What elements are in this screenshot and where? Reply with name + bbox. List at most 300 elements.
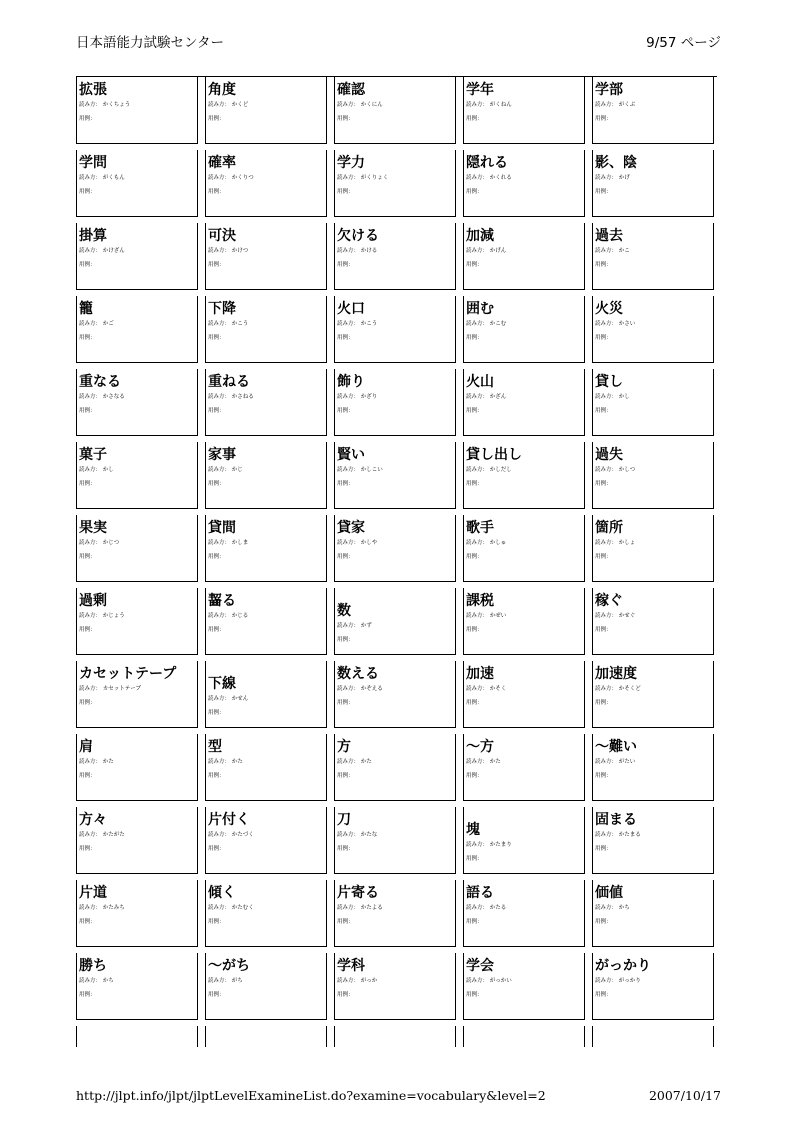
vocab-cell [205, 296, 327, 363]
reading-value: かそくど [618, 686, 641, 692]
usage-label: 用例 [595, 481, 607, 487]
reading-label: 読み方 [466, 686, 483, 692]
reading-value: かじょう [102, 613, 125, 619]
vocab-word: ～難い [595, 739, 637, 755]
usage-label: 用例 [466, 335, 478, 341]
vocab-usage: 用例： [79, 992, 96, 998]
vocab-word: 箇所 [595, 520, 623, 536]
vocab-cell [592, 150, 714, 217]
vocab-word: ～方 [466, 739, 494, 755]
reading-value: かたみち [102, 905, 125, 911]
reading-value: かち [102, 978, 114, 984]
vocab-cell [76, 369, 198, 436]
vocab-reading: 読み方： かたがた [79, 832, 125, 838]
vocab-usage: 用例： [208, 554, 225, 560]
usage-label: 用例 [337, 116, 349, 122]
vocab-word: 稼ぐ [595, 593, 623, 609]
usage-label: 用例 [595, 919, 607, 925]
vocab-reading: 読み方： かこむ [466, 321, 507, 327]
vocab-word: 下降 [208, 301, 236, 317]
usage-label: 用例 [595, 700, 607, 706]
vocab-usage: 用例： [337, 189, 354, 195]
vocab-usage: 用例： [208, 408, 225, 414]
vocab-word: 学部 [595, 82, 623, 98]
reading-value: かぜい [489, 613, 507, 619]
vocab-usage: 用例： [337, 919, 354, 925]
vocab-cell [205, 807, 327, 874]
usage-label: 用例 [79, 700, 91, 706]
reading-value: かたな [360, 832, 378, 838]
vocab-word: 賢い [337, 447, 365, 463]
vocab-reading: 読み方： がくりょく [337, 175, 389, 181]
usage-label: 用例 [208, 919, 220, 925]
usage-label: 用例 [79, 992, 91, 998]
usage-label: 用例 [208, 189, 220, 195]
vocab-word: 片道 [79, 885, 107, 901]
reading-label: 読み方 [79, 467, 96, 473]
reading-value: かそく [489, 686, 507, 692]
vocab-word: 掛算 [79, 228, 107, 244]
reading-label: 読み方 [595, 759, 612, 765]
page-footer [76, 1088, 721, 1106]
vocab-usage: 用例： [337, 335, 354, 341]
usage-label: 用例 [337, 637, 349, 643]
vocab-word: 型 [208, 739, 222, 755]
reading-label: 読み方 [337, 321, 354, 327]
vocab-reading: 読み方： かた [337, 759, 372, 765]
reading-label: 読み方 [595, 102, 612, 108]
usage-label: 用例 [337, 992, 349, 998]
vocab-word: 可決 [208, 228, 236, 244]
vocab-word: 数 [337, 603, 351, 619]
vocab-usage: 用例： [79, 408, 96, 414]
vocab-reading: 読み方： がっか [337, 978, 378, 984]
vocab-reading: 読み方： かそくど [595, 686, 641, 692]
vocab-usage: 用例： [208, 919, 225, 925]
usage-label: 用例 [337, 189, 349, 195]
vocab-usage: 用例： [208, 627, 225, 633]
vocab-usage: 用例： [337, 262, 354, 268]
vocab-reading: 読み方： カセットテープ [79, 686, 141, 692]
usage-label: 用例 [466, 919, 478, 925]
vocab-usage: 用例： [595, 335, 612, 341]
vocab-word: 学会 [466, 958, 494, 974]
vocab-reading: 読み方： かじつ [79, 540, 120, 546]
usage-label: 用例 [595, 262, 607, 268]
reading-value: かこう [231, 321, 249, 327]
vocab-cell-partial [334, 1026, 456, 1047]
reading-value: かた [489, 759, 501, 765]
vocab-word: 貸し出し [466, 447, 522, 463]
vocab-cell [463, 588, 585, 655]
reading-label: 読み方 [337, 686, 354, 692]
vocab-reading: 読み方： かくちょう [79, 102, 131, 108]
vocab-cell [463, 661, 585, 728]
vocab-usage: 用例： [337, 481, 354, 487]
vocab-cell [463, 296, 585, 363]
reading-value: かたづく [231, 832, 254, 838]
reading-value: がくもん [102, 175, 125, 181]
reading-value: かた [360, 759, 372, 765]
vocab-word: 学力 [337, 155, 365, 171]
vocab-reading: 読み方： かげ [595, 175, 630, 181]
vocab-cell [592, 223, 714, 290]
vocab-cell [334, 150, 456, 217]
vocab-usage: 用例： [208, 710, 225, 716]
vocab-reading: 読み方： がくぶ [595, 102, 636, 108]
vocab-cell [76, 77, 198, 144]
vocab-usage: 用例： [595, 189, 612, 195]
vocab-cell [592, 734, 714, 801]
vocab-word: 数える [337, 666, 379, 682]
usage-label: 用例 [595, 992, 607, 998]
vocab-word: 学問 [79, 155, 107, 171]
vocab-usage: 用例： [208, 992, 225, 998]
vocab-usage: 用例： [595, 773, 612, 779]
vocab-reading: 読み方： かざり [337, 394, 378, 400]
vocab-cell [76, 953, 198, 1020]
vocab-cell [76, 442, 198, 509]
vocab-reading: 読み方： かご [79, 321, 114, 327]
reading-label: 読み方 [79, 248, 96, 254]
reading-value: かけつ [231, 248, 249, 254]
vocab-word: 方 [337, 739, 351, 755]
reading-value: かこむ [489, 321, 507, 327]
usage-label: 用例 [337, 773, 349, 779]
reading-value: かくちょう [102, 102, 131, 108]
usage-label: 用例 [337, 919, 349, 925]
vocab-usage: 用例： [208, 116, 225, 122]
reading-label: 読み方 [337, 248, 354, 254]
vocab-word: 肩 [79, 739, 93, 755]
vocab-usage: 用例： [595, 700, 612, 706]
reading-label: 読み方 [337, 978, 354, 984]
usage-label: 用例 [466, 189, 478, 195]
vocab-word: 貸し [595, 374, 623, 390]
vocab-reading: 読み方： かぜい [466, 613, 507, 619]
vocab-usage: 用例： [466, 627, 483, 633]
vocab-word: 拡張 [79, 82, 107, 98]
vocab-usage: 用例： [466, 262, 483, 268]
vocab-cell [334, 661, 456, 728]
vocab-cell-partial [592, 1026, 714, 1047]
usage-label: 用例 [208, 481, 220, 487]
vocab-word: 過剰 [79, 593, 107, 609]
vocab-word: 飾り [337, 374, 365, 390]
vocab-usage: 用例： [466, 116, 483, 122]
vocab-cell [205, 734, 327, 801]
vocab-cell [76, 150, 198, 217]
reading-label: 読み方 [466, 842, 483, 848]
vocab-cell [334, 77, 456, 144]
reading-value: かたまり [489, 842, 512, 848]
reading-value: かず [360, 623, 372, 629]
vocab-word: 刀 [337, 812, 351, 828]
vocab-cell [205, 150, 327, 217]
vocab-reading: 読み方： かそく [466, 686, 507, 692]
vocab-reading: 読み方： かち [79, 978, 114, 984]
usage-label: 用例 [466, 262, 478, 268]
page-url: http://jlpt.info/jlpt/jlptLevelExamineList.do?examine=vocabulary&level=2 [76, 1088, 546, 1103]
vocab-reading: 読み方： かげん [466, 248, 507, 254]
vocab-reading: 読み方： かしゅ [466, 540, 507, 546]
vocab-word: 貸間 [208, 520, 236, 536]
vocab-reading: 読み方： かざん [466, 394, 507, 400]
vocab-cell [463, 442, 585, 509]
reading-label: 読み方 [337, 623, 354, 629]
vocab-cell [76, 223, 198, 290]
usage-label: 用例 [79, 846, 91, 852]
vocab-cell [463, 369, 585, 436]
usage-label: 用例 [208, 262, 220, 268]
vocab-cell [592, 661, 714, 728]
vocab-reading: 読み方： かしや [337, 540, 378, 546]
vocab-cell [463, 515, 585, 582]
reading-label: 読み方 [595, 540, 612, 546]
reading-label: 読み方 [208, 613, 225, 619]
vocab-cell [463, 807, 585, 874]
reading-label: 読み方 [208, 175, 225, 181]
vocab-usage: 用例： [595, 919, 612, 925]
vocab-cell [592, 588, 714, 655]
vocab-reading: 読み方： かくにん [337, 102, 383, 108]
reading-value: がくぶ [618, 102, 636, 108]
reading-label: 読み方 [595, 832, 612, 838]
vocab-cell [205, 588, 327, 655]
vocab-usage: 用例： [208, 262, 225, 268]
page-number: 9/57 ページ [646, 35, 721, 51]
vocab-usage: 用例： [208, 335, 225, 341]
vocab-cell [76, 515, 198, 582]
vocab-usage: 用例： [337, 554, 354, 560]
usage-label: 用例 [595, 189, 607, 195]
vocab-word: がっかり [595, 958, 651, 974]
reading-value: かじる [231, 613, 249, 619]
vocab-word: 隠れる [466, 155, 508, 171]
reading-label: 読み方 [466, 394, 483, 400]
vocab-reading: 読み方： かせぐ [595, 613, 636, 619]
reading-label: 読み方 [337, 175, 354, 181]
reading-label: 読み方 [208, 696, 225, 702]
vocab-usage: 用例： [595, 627, 612, 633]
reading-value: かたむく [231, 905, 254, 911]
reading-label: 読み方 [595, 394, 612, 400]
vocab-usage: 用例： [466, 554, 483, 560]
reading-value: かしこい [360, 467, 383, 473]
usage-label: 用例 [208, 116, 220, 122]
usage-label: 用例 [79, 262, 91, 268]
vocab-usage: 用例： [79, 846, 96, 852]
reading-label: 読み方 [79, 102, 96, 108]
vocab-usage: 用例： [337, 992, 354, 998]
vocab-reading: 読み方： かた [79, 759, 114, 765]
vocab-reading: 読み方： かけつ [208, 248, 249, 254]
vocab-cell [205, 77, 327, 144]
reading-label: 読み方 [208, 394, 225, 400]
usage-label: 用例 [79, 554, 91, 560]
usage-label: 用例 [79, 773, 91, 779]
reading-label: 読み方 [595, 978, 612, 984]
reading-label: 読み方 [337, 394, 354, 400]
vocab-usage: 用例： [595, 116, 612, 122]
vocab-usage: 用例： [466, 919, 483, 925]
vocab-usage: 用例： [208, 189, 225, 195]
vocab-reading: 読み方： かたづく [208, 832, 254, 838]
reading-value: かし [102, 467, 114, 473]
vocab-reading: 読み方： かたな [337, 832, 378, 838]
vocab-word: 籠 [79, 301, 93, 317]
vocab-reading: 読み方： かさい [595, 321, 636, 327]
vocab-word: 重なる [79, 374, 121, 390]
reading-label: 読み方 [595, 248, 612, 254]
vocab-word: 火口 [337, 301, 365, 317]
usage-label: 用例 [595, 846, 607, 852]
vocab-reading: 読み方： かたる [466, 905, 507, 911]
vocab-cell-partial [205, 1026, 327, 1047]
vocab-cell [76, 880, 198, 947]
vocab-cell [463, 880, 585, 947]
vocab-word: 重ねる [208, 374, 250, 390]
vocab-usage: 用例： [595, 992, 612, 998]
vocab-reading: 読み方： かじ [208, 467, 243, 473]
vocab-reading: 読み方： かたまる [595, 832, 641, 838]
vocab-reading: 読み方： かず [337, 623, 372, 629]
vocab-word: 火山 [466, 374, 494, 390]
usage-label: 用例 [337, 262, 349, 268]
vocab-word: 過去 [595, 228, 623, 244]
vocab-word: 齧る [208, 593, 236, 609]
reading-label: 読み方 [466, 248, 483, 254]
vocab-reading: 読み方： かたみち [79, 905, 125, 911]
reading-label: 読み方 [466, 905, 483, 911]
usage-label: 用例 [79, 116, 91, 122]
vocab-word: 傾く [208, 885, 236, 901]
reading-value: かくにん [360, 102, 383, 108]
vocab-word: 角度 [208, 82, 236, 98]
usage-label: 用例 [208, 554, 220, 560]
usage-label: 用例 [208, 627, 220, 633]
usage-label: 用例 [337, 481, 349, 487]
vocab-word: ～がち [208, 958, 250, 974]
reading-label: 読み方 [595, 321, 612, 327]
reading-label: 読み方 [466, 759, 483, 765]
vocab-usage: 用例： [595, 262, 612, 268]
reading-value: かげん [489, 248, 507, 254]
vocab-reading: 読み方： かたまり [466, 842, 512, 848]
vocab-reading: 読み方： がくねん [466, 102, 512, 108]
vocab-reading: 読み方： かた [208, 759, 243, 765]
vocab-word: 固まる [595, 812, 637, 828]
vocab-reading: 読み方： がくもん [79, 175, 125, 181]
vocab-usage: 用例： [79, 262, 96, 268]
reading-label: 読み方 [466, 978, 483, 984]
reading-value: がたい [618, 759, 636, 765]
vocab-word: 加速度 [595, 666, 637, 682]
vocab-reading: 読み方： かけざん [79, 248, 125, 254]
vocab-word: 加減 [466, 228, 494, 244]
reading-label: 読み方 [337, 540, 354, 546]
reading-label: 読み方 [595, 686, 612, 692]
reading-label: 読み方 [595, 175, 612, 181]
reading-label: 読み方 [466, 175, 483, 181]
reading-label: 読み方 [337, 832, 354, 838]
vocab-cell [76, 296, 198, 363]
vocab-usage: 用例： [466, 773, 483, 779]
vocab-usage: 用例： [337, 116, 354, 122]
usage-label: 用例 [595, 627, 607, 633]
usage-label: 用例 [466, 992, 478, 998]
reading-value: かくりつ [231, 175, 254, 181]
vocab-reading: 読み方： かしこい [337, 467, 383, 473]
vocab-cell [463, 223, 585, 290]
vocab-usage: 用例： [466, 335, 483, 341]
vocab-reading: 読み方： かぞえる [337, 686, 383, 692]
reading-label: 読み方 [337, 759, 354, 765]
reading-label: 読み方 [208, 540, 225, 546]
vocab-usage: 用例： [595, 408, 612, 414]
reading-label: 読み方 [208, 978, 225, 984]
vocab-cell [334, 953, 456, 1020]
reading-label: 読み方 [466, 540, 483, 546]
usage-label: 用例 [466, 627, 478, 633]
vocab-word: 影、陰 [595, 155, 637, 171]
reading-value: かしま [231, 540, 249, 546]
vocab-word: 語る [466, 885, 494, 901]
usage-label: 用例 [595, 408, 607, 414]
vocab-word: 確認 [337, 82, 365, 98]
vocab-word: 加速 [466, 666, 494, 682]
reading-label: 読み方 [466, 321, 483, 327]
vocab-reading: 読み方： かくれる [466, 175, 512, 181]
vocab-reading: 読み方： かし [595, 394, 630, 400]
vocab-reading: 読み方： かたよる [337, 905, 383, 911]
reading-label: 読み方 [79, 832, 96, 838]
vocab-cell [592, 880, 714, 947]
vocab-reading: 読み方： かしだし [466, 467, 512, 473]
vocab-cell [76, 734, 198, 801]
reading-label: 読み方 [208, 467, 225, 473]
vocab-reading: 読み方： かくど [208, 102, 249, 108]
vocab-cell [334, 588, 456, 655]
usage-label: 用例 [79, 408, 91, 414]
vocab-cell [334, 807, 456, 874]
reading-value: かける [360, 248, 378, 254]
vocab-usage: 用例： [466, 189, 483, 195]
reading-value: かしつ [618, 467, 636, 473]
vocab-cell [592, 515, 714, 582]
print-date: 2007/10/17 [648, 1088, 721, 1103]
vocab-usage: 用例： [466, 700, 483, 706]
reading-value: かさい [618, 321, 636, 327]
vocab-usage: 用例： [595, 481, 612, 487]
vocabulary-grid [76, 76, 717, 1047]
reading-value: カセットテープ [102, 686, 141, 692]
usage-label: 用例 [208, 710, 220, 716]
reading-label: 読み方 [79, 321, 96, 327]
vocab-reading: 読み方： かし [79, 467, 114, 473]
reading-label: 読み方 [79, 613, 96, 619]
vocab-cell [76, 807, 198, 874]
usage-label: 用例 [208, 408, 220, 414]
vocab-usage: 用例： [595, 554, 612, 560]
reading-value: かざん [489, 394, 507, 400]
vocab-cell [205, 223, 327, 290]
vocab-word: 貸家 [337, 520, 365, 536]
vocab-cell [205, 953, 327, 1020]
reading-label: 読み方 [79, 905, 96, 911]
reading-label: 読み方 [466, 102, 483, 108]
reading-value: かけざん [102, 248, 125, 254]
